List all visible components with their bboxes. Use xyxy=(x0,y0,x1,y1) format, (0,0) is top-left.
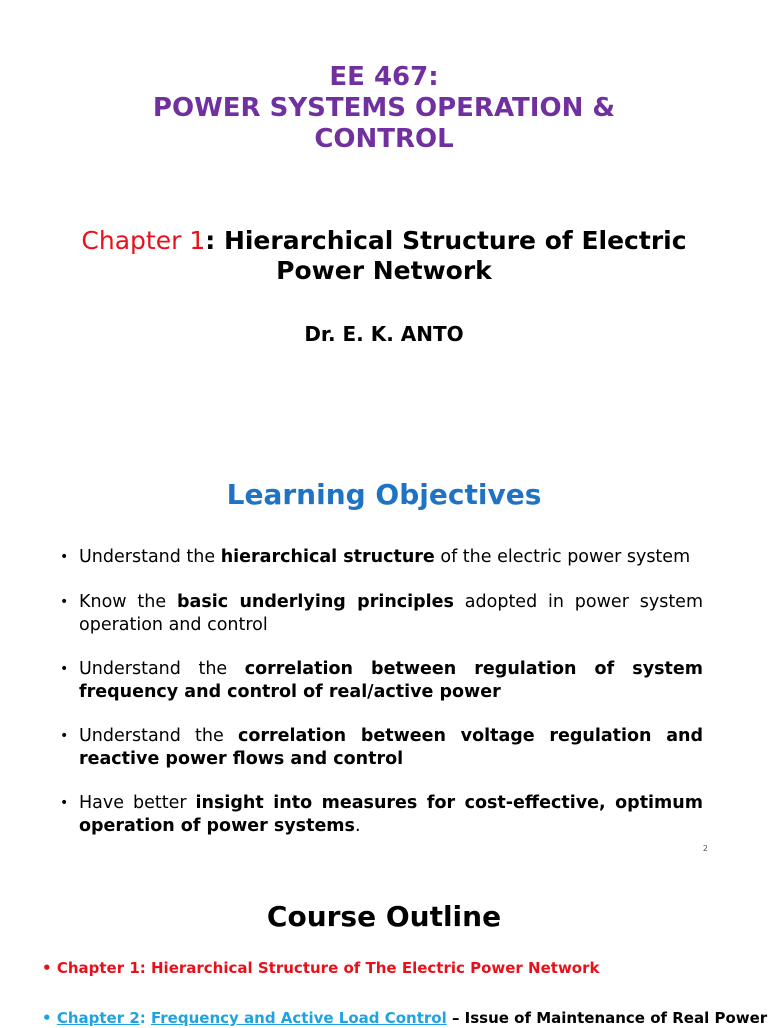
objective-text: Understand the xyxy=(79,659,245,679)
chapter-title: Hierarchical Structure of The Electric Power Network xyxy=(151,959,600,977)
chapter-link[interactable]: Chapter 2 xyxy=(56,1009,140,1027)
course-name-line1: POWER SYSTEMS OPERATION & xyxy=(152,93,616,123)
title-slide xyxy=(0,0,768,440)
objective-text: of the electric power system xyxy=(434,547,691,567)
page-number: 2 xyxy=(702,844,708,853)
objective-emphasis: hierarchical structure xyxy=(220,547,435,567)
chapter-separator: : xyxy=(205,226,224,255)
chapter-title-link[interactable]: Frequency and Active Load Control xyxy=(151,1009,447,1027)
course-code: EE 467: xyxy=(329,62,439,92)
objectives-list xyxy=(58,546,703,838)
objective-text: . xyxy=(354,816,361,836)
course-title xyxy=(0,62,768,155)
objective-item xyxy=(58,591,703,637)
learning-objectives-slide xyxy=(0,450,768,860)
course-name-line2: CONTROL xyxy=(314,124,454,154)
slide-title: Learning Objectives xyxy=(226,478,542,511)
objective-item xyxy=(58,792,703,838)
chapter-item xyxy=(42,1008,768,1028)
chapter-separator: : xyxy=(139,959,151,977)
objective-text: Understand the xyxy=(79,726,238,746)
objective-item xyxy=(58,546,703,569)
objective-emphasis: insight into measures for cost-effective, optimum operation of power systems xyxy=(79,793,703,836)
course-outline-slide xyxy=(0,870,768,1027)
chapter-label: Chapter 1 xyxy=(56,959,140,977)
author-name: Dr. E. K. ANTO xyxy=(304,322,464,346)
chapter-label: Chapter 1 xyxy=(81,226,206,255)
chapter-separator: : xyxy=(139,1009,151,1027)
objective-item xyxy=(58,725,703,771)
objective-emphasis: correlation between regulation of system frequency and control of real/active power xyxy=(79,659,704,702)
objective-text: Have better xyxy=(79,793,196,813)
objective-emphasis: basic underlying principles xyxy=(176,592,454,612)
objective-text: adopted in power system operation and control xyxy=(79,592,703,635)
objective-text: Know the xyxy=(79,592,177,612)
chapter-list xyxy=(42,958,768,1028)
objective-emphasis: correlation between voltage regulation and reactive power flows and control xyxy=(79,726,704,769)
chapter-heading xyxy=(60,226,708,286)
objective-text: Understand the xyxy=(79,547,221,567)
slide-title: Course Outline xyxy=(266,900,502,933)
bullet-glyph: • xyxy=(42,959,57,977)
chapter-description: – Issue of Maintenance of Real Power xyxy=(446,1009,768,1027)
objective-item xyxy=(58,658,703,704)
chapter-item xyxy=(42,958,742,978)
chapter-title: Hierarchical Structure of Electric Power Network xyxy=(223,226,687,285)
bullet-glyph: • xyxy=(42,1009,57,1027)
